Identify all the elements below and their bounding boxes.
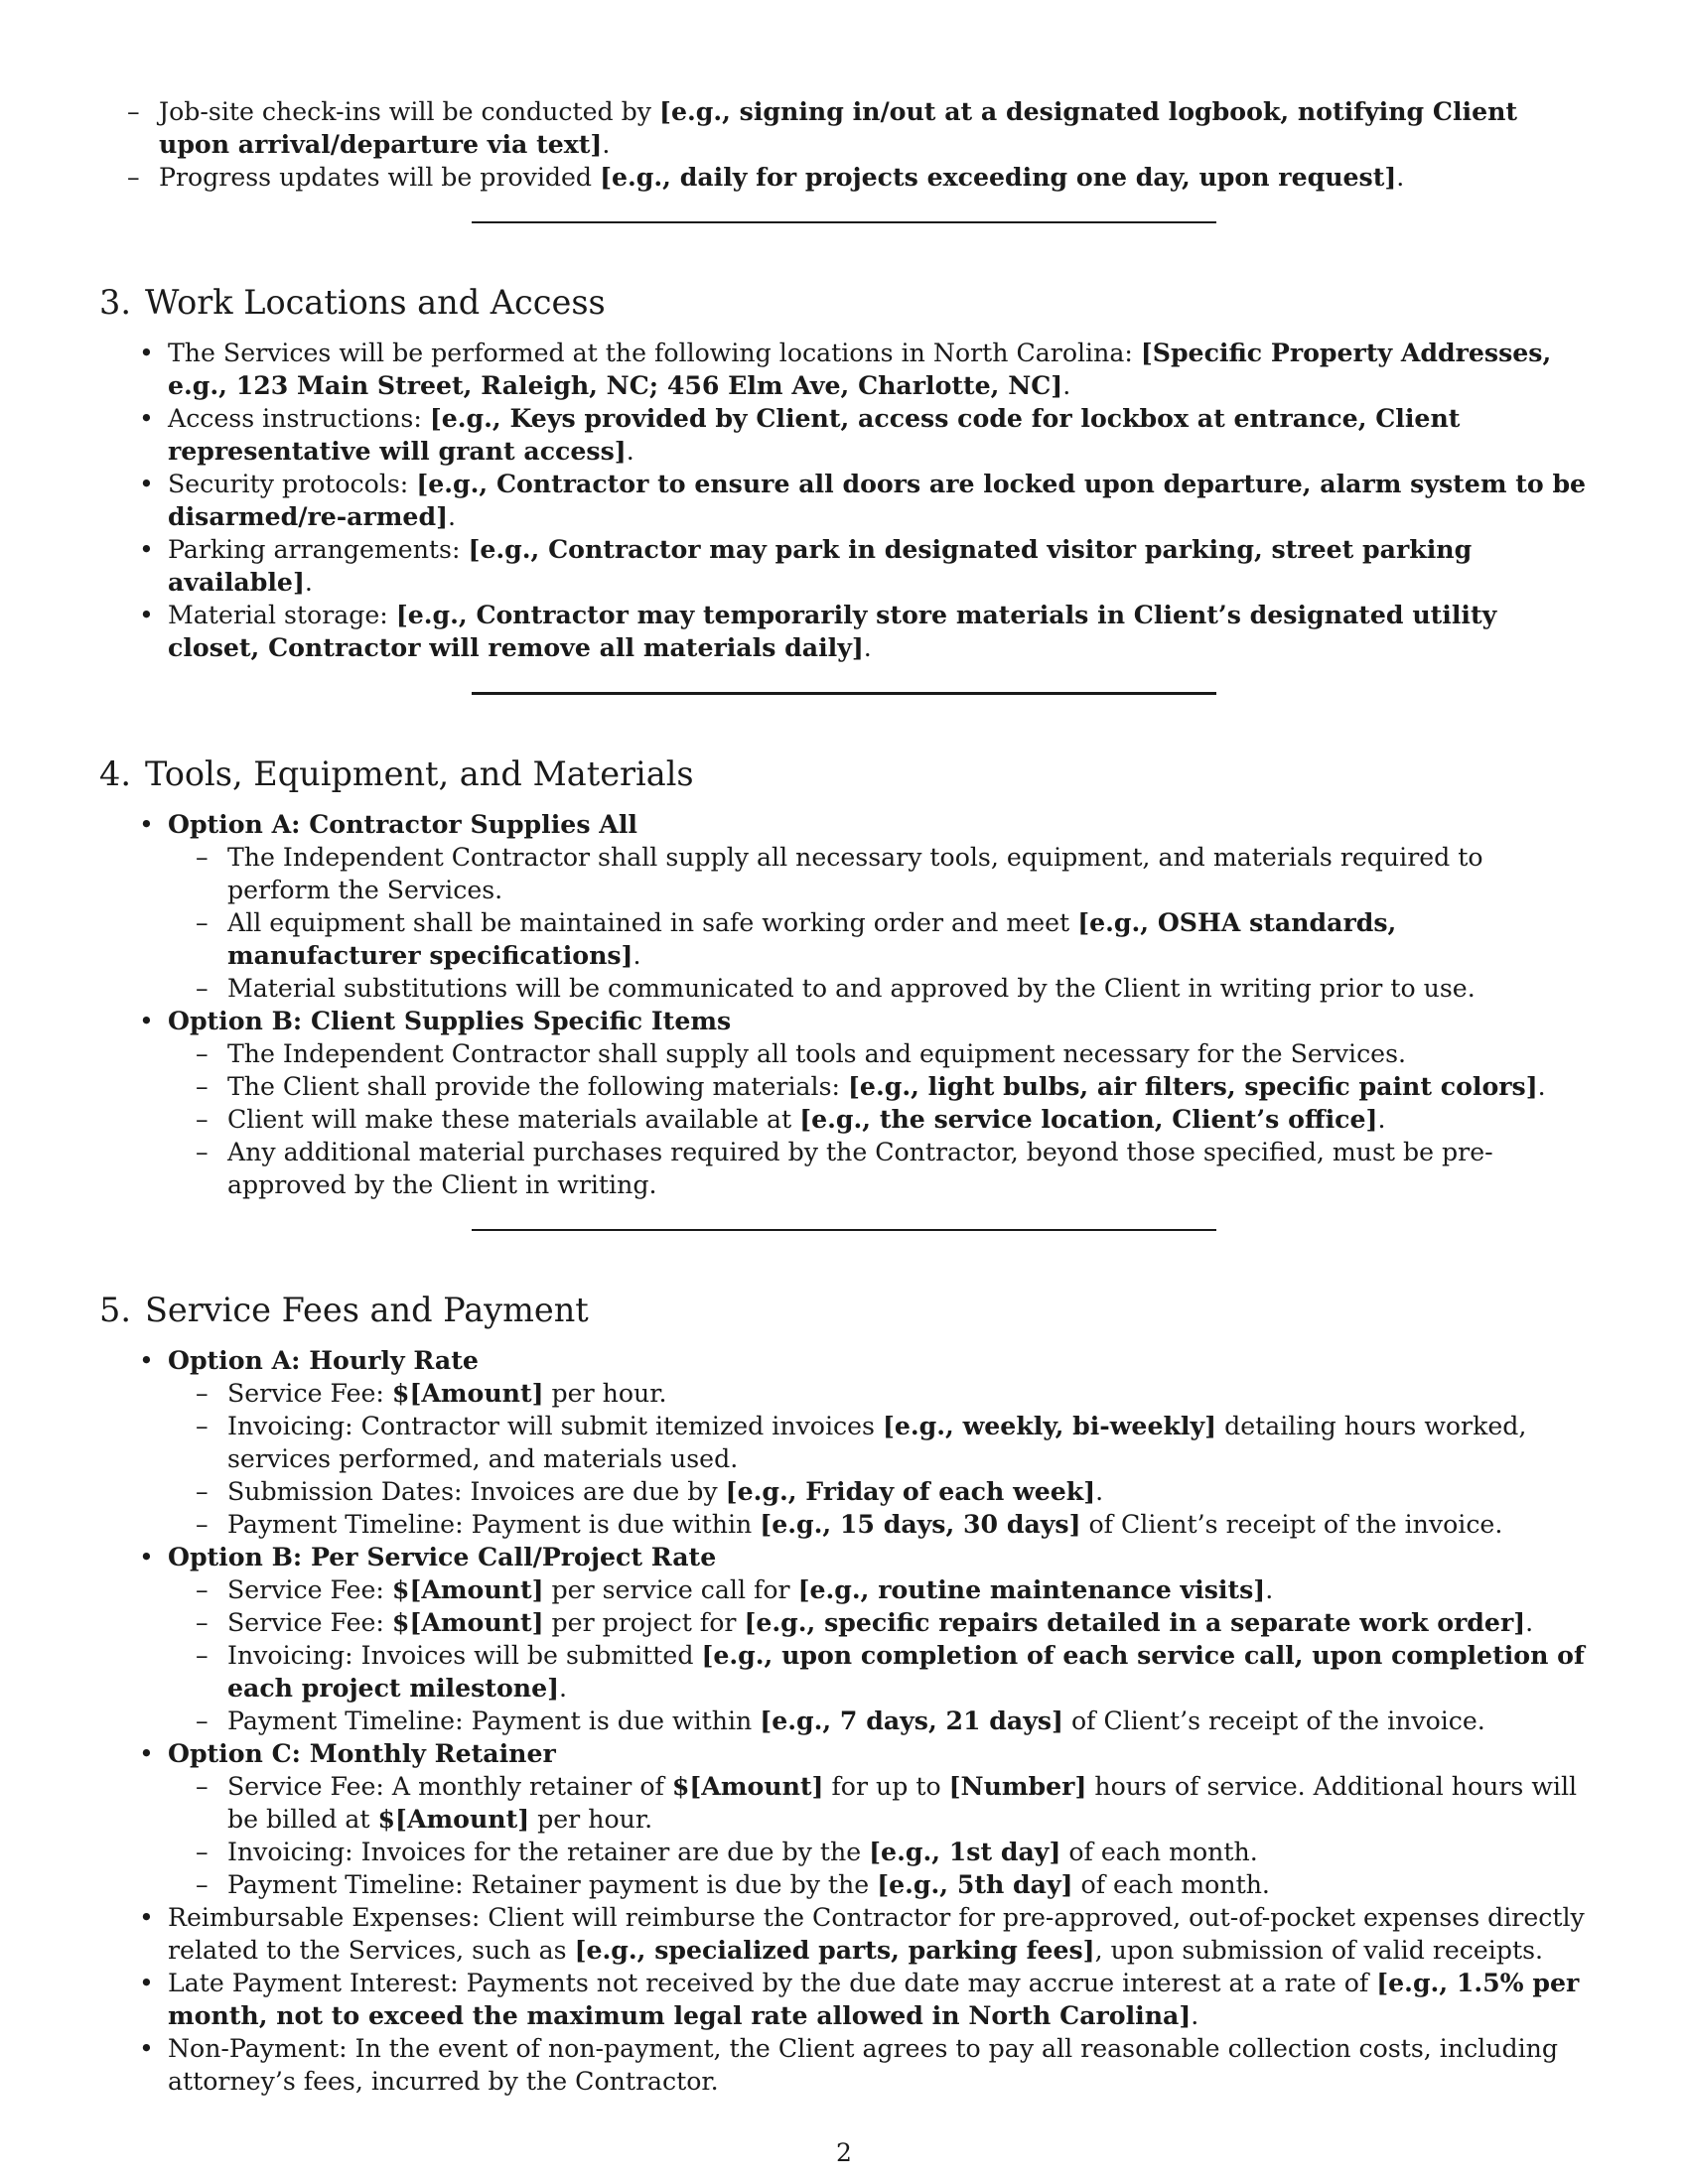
section-5-title: 5. Service Fees and Payment [99,1291,589,1329]
list-item: • Parking arrangements: [e.g., Contractor may park in designated visitor parking, street parking available]. [99,533,1589,599]
list-item: • Option A: Hourly Rate – Service Fee: $[Amount] per hour. – Invoicing: Contractor will submit itemized invoices [e.g., weekly, bi-weekly] detailing hours worked, services performed, and materials used. – Submission Dates: Invoices are due by [e.g., Friday of each week]. – Payment Timeline: Payment is due within [e.g., 15 days, 30 days] of Client’s receipt of the invoice. [99,1344,1589,1541]
list-item: – Material substitutions will be communicated to and approved by the Client in writing prior to use. [168,972,1589,1005]
list-item: • Late Payment Interest: Payments not received by the due date may accrue interest at a rate of [e.g., 1.5% per month, not to exceed the maximum legal rate allowed in North Carolina]. [99,1967,1589,2032]
list-item: – Client will make these materials available at [e.g., the service location, Client’s office]. [168,1103,1589,1136]
list-item: – Payment Timeline: Retainer payment is due by the [e.g., 5th day] of each month. [168,1868,1589,1901]
list-item: • Non-Payment: In the event of non-payment, the Client agrees to pay all reasonable collection costs, including attorney’s fees, incurred by the Contractor. [99,2032,1589,2098]
list-item: – All equipment shall be maintained in safe working order and meet [e.g., OSHA standards, manufacturer specifications]. [168,906,1589,972]
list-item: – Payment Timeline: Payment is due within [e.g., 15 days, 30 days] of Client’s receipt of the invoice. [168,1508,1589,1541]
list-item: – The Independent Contractor shall supply all necessary tools, equipment, and materials required to perform the Services. [168,841,1589,906]
list-item: • Option A: Contractor Supplies All – The Independent Contractor shall supply all necessary tools, equipment, and materials required to perform the Services. – All equipment shall be maintained in safe working order and meet [e.g., OSHA standards, manufacturer specifications]. – Material substitutions will be communicated to and approved by the Client in writing prior to use. [99,808,1589,1005]
list-item: – Service Fee: $[Amount] per project for [e.g., specific repairs detailed in a separate work order]. [168,1606,1589,1639]
list-item: – Job-site check-ins will be conducted by [e.g., signing in/out at a designated logbook, notifying Client upon arrival/departure via text]. [99,95,1589,161]
list-item: – Service Fee: A monthly retainer of $[Amount] for up to [Number] hours of service. Additional hours will be billed at $[Amount] per hour. [168,1770,1589,1836]
list-item: • Reimbursable Expenses: Client will reimburse the Contractor for pre-approved, out-of-pocket expenses directly related to the Services, such as [e.g., specialized parts, parking fees], upon submission of valid receipts. [99,1901,1589,1967]
list-item: • Option C: Monthly Retainer – Service Fee: A monthly retainer of $[Amount] for up to [Number] hours of service. Additional hours will be billed at $[Amount] per hour. – Invoicing: Invoices for the retainer are due by the [e.g., 1st day] of each month. – Payment Timeline: Retainer payment is due by the [e.g., 5th day] of each month. [99,1737,1589,1901]
list-item: – Service Fee: $[Amount] per service call for [e.g., routine maintenance visits]. [168,1573,1589,1606]
list-item: – Invoicing: Contractor will submit itemized invoices [e.g., weekly, bi-weekly] detailing hours worked, services performed, and materials used. [168,1410,1589,1475]
list-item: – Payment Timeline: Payment is due within [e.g., 7 days, 21 days] of Client’s receipt of the invoice. [168,1705,1589,1737]
list-item: • The Services will be performed at the following locations in North Carolina: [Specific Property Addresses, e.g., 123 Main Street, Raleigh, NC; 456 Elm Ave, Charlotte, NC]. [99,337,1589,402]
list-item: – Service Fee: $[Amount] per hour. [168,1377,1589,1410]
section-3-title: 3. Work Locations and Access [99,283,606,322]
section-2-continued-list [99,95,1589,194]
list-item: – Submission Dates: Invoices are due by [e.g., Friday of each week]. [168,1475,1589,1508]
list-item: – Invoicing: Invoices for the retainer are due by the [e.g., 1st day] of each month. [168,1836,1589,1868]
list-item: – The Client shall provide the following materials: [e.g., light bulbs, air filters, specific paint colors]. [168,1070,1589,1103]
list-item: • Material storage: [e.g., Contractor may temporarily store materials in Client’s designated utility closet, Contractor will remove all materials daily]. [99,599,1589,664]
list-item: – Any additional material purchases required by the Contractor, beyond those specified, must be pre-approved by the Client in writing. [168,1136,1589,1201]
section-4-list [99,808,1589,1201]
list-item: • Access instructions: [e.g., Keys provided by Client, access code for lockbox at entrance, Client representative will grant access]. [99,402,1589,468]
document-page [99,95,1589,2098]
section-3-list [99,337,1589,664]
list-item: – The Independent Contractor shall supply all tools and equipment necessary for the Services. [168,1037,1589,1070]
list-item: • Option B: Client Supplies Specific Items – The Independent Contractor shall supply all tools and equipment necessary for the Services. – The Client shall provide the following materials: [e.g., light bulbs, air filters, specific paint colors]. – Client will make these materials available at [e.g., the service location, Client’s office]. – Any additional material purchases required by the Contractor, beyond those specified, must be pre-approved by the Client in writing. [99,1005,1589,1201]
list-item: • Security protocols: [e.g., Contractor to ensure all doors are locked upon departure, alarm system to be disarmed/re-armed]. [99,468,1589,533]
page-number: 2 [836,2138,852,2167]
list-item: – Invoicing: Invoices will be submitted [e.g., upon completion of each service call, upon completion of each project milestone]. [168,1639,1589,1705]
section-5-list [99,1344,1589,2098]
list-item: • Option B: Per Service Call/Project Rate – Service Fee: $[Amount] per service call for [e.g., routine maintenance visits]. – Service Fee: $[Amount] per project for [e.g., specific repairs detailed in a separate work order]. – Invoicing: Invoices will be submitted [e.g., upon completion of each service call, upon completion of each project milestone]. – Payment Timeline: Payment is due within [e.g., 7 days, 21 days] of Client’s receipt of the invoice. [99,1541,1589,1737]
list-item: – Progress updates will be provided [e.g., daily for projects exceeding one day, upon request]. [99,161,1589,194]
section-4-title: 4. Tools, Equipment, and Materials [99,754,694,793]
